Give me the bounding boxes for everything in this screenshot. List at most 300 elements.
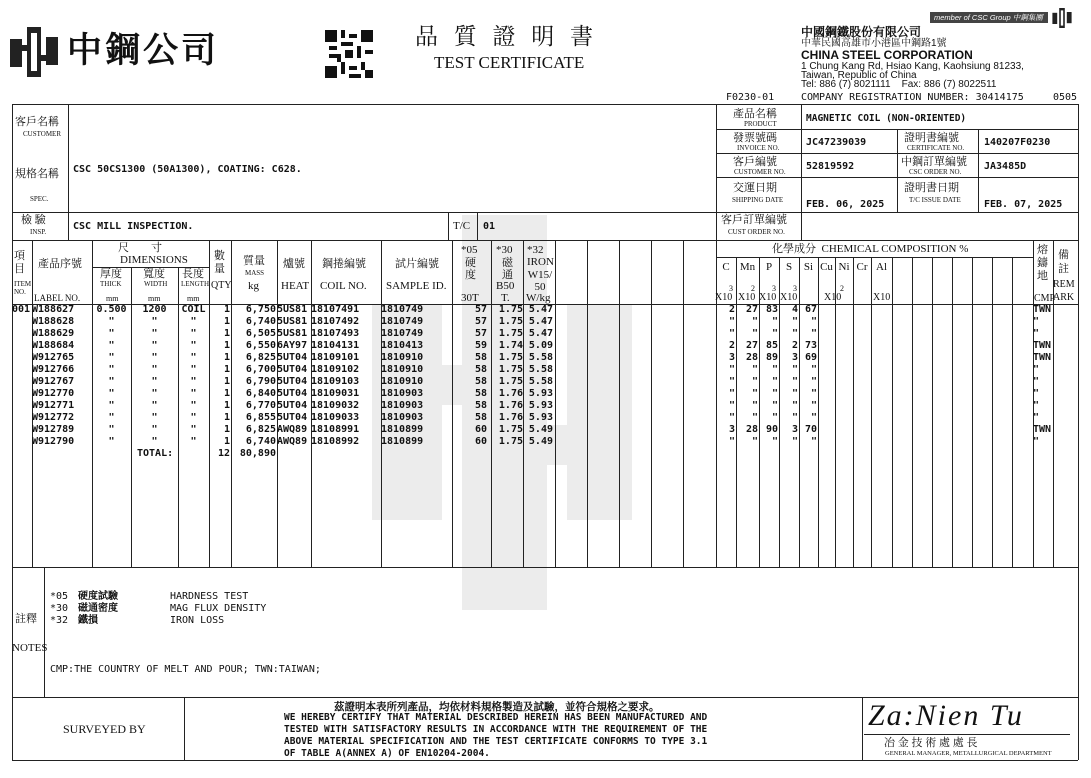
cell-sample: 1810749 xyxy=(381,304,424,315)
cell-coil: 18109031 xyxy=(311,388,360,399)
issue-label: 證明書日期 xyxy=(904,182,959,194)
cell-label: W188627 xyxy=(32,304,75,315)
col-length-unit: mm xyxy=(187,294,200,303)
cell-qty: 1 xyxy=(223,364,230,375)
cell-si: 69 xyxy=(804,352,817,363)
order-label-en: CSC ORDER NO. xyxy=(909,168,962,176)
col-sample: 試片編號 xyxy=(395,258,439,270)
product-label: 產品名稱 xyxy=(733,108,777,120)
cell-s: " xyxy=(791,328,798,339)
cell-width: " xyxy=(151,316,158,327)
chem-x10-c: X10 xyxy=(715,292,733,303)
cell-si: " xyxy=(810,412,817,423)
cell-sample: 1810903 xyxy=(381,412,424,423)
chem-x10-p: X10 xyxy=(759,292,777,303)
cell-qty: 1 xyxy=(223,316,230,327)
form-no: F0230-01 xyxy=(726,92,775,103)
cell-mn: " xyxy=(751,376,758,387)
col-sample-en: SAMPLE ID. xyxy=(386,280,447,292)
chem-element-header: Mn xyxy=(739,261,756,273)
cell-mn: " xyxy=(751,364,758,375)
cell-c: 3 xyxy=(728,352,735,363)
cell-coil: 18108991 xyxy=(311,424,360,435)
cell-width: " xyxy=(151,388,158,399)
issue-value: FEB. 07, 2025 xyxy=(984,199,1063,210)
cell-flux: 1.74 xyxy=(498,340,523,351)
cell-coil: 18108992 xyxy=(311,436,360,447)
col-mass-unit: kg xyxy=(248,280,259,292)
cell-heat: 5UT04 xyxy=(277,388,308,399)
cell-label: W912766 xyxy=(32,364,75,375)
company-name-cn: 中國鋼鐵股份有限公司 xyxy=(801,25,922,39)
note-cn: 鐵損 xyxy=(78,615,98,626)
cell-thick: " xyxy=(108,412,115,423)
chem-element-header: C xyxy=(722,261,730,273)
cell-coil: 18107492 xyxy=(311,316,360,327)
cell-flux: 1.75 xyxy=(498,364,523,375)
cell-sample: 1810749 xyxy=(381,316,424,327)
cert-statement-en-4: OF TABLE A(ANNEX A) OF EN10204-2004. xyxy=(284,748,490,759)
note-cn: 硬度試驗 xyxy=(78,591,118,602)
cell-hard: 57 xyxy=(474,304,487,315)
cell-mass: 6,840 xyxy=(245,388,276,399)
custno-value: 52819592 xyxy=(806,161,855,172)
col-rem: 備註 xyxy=(1058,249,1069,275)
cell-thick: " xyxy=(108,376,115,387)
cell-thick: " xyxy=(108,364,115,375)
cell-iron: 5.49 xyxy=(528,436,553,447)
col-dimensions: 尺 寸 xyxy=(118,242,162,254)
ship-label-en: SHIPPING DATE xyxy=(732,196,784,204)
col-width-en: WIDTH xyxy=(144,280,168,288)
cell-s: " xyxy=(791,376,798,387)
custno-label: 客戶編號 xyxy=(733,156,777,168)
chem-exp-s: 3 xyxy=(793,284,797,293)
col-hard: 硬度 xyxy=(465,257,476,281)
chem-exp-mn: 2 xyxy=(751,284,755,293)
chem-element-header: Ni xyxy=(838,261,850,273)
cell-cmp: TWN xyxy=(1033,340,1052,351)
cell-c: " xyxy=(728,436,735,447)
title-en: TEST CERTIFICATE xyxy=(434,53,585,72)
cell-sample: 1810903 xyxy=(381,400,424,411)
cell-mn: 27 xyxy=(745,304,758,315)
cell-flux: 1.75 xyxy=(498,424,523,435)
cell-si: " xyxy=(810,316,817,327)
col-thick: 厚度 xyxy=(100,268,122,280)
cell-c: " xyxy=(728,376,735,387)
cell-p: " xyxy=(771,376,778,387)
cell-width: " xyxy=(151,364,158,375)
cell-hard: 57 xyxy=(474,316,487,327)
cell-coil: 18109033 xyxy=(311,412,360,423)
cust-order-label: 客戶訂單編號 xyxy=(721,214,787,226)
cell-p: " xyxy=(771,400,778,411)
cell-length: " xyxy=(190,424,197,435)
cell-si: " xyxy=(810,364,817,375)
cell-si: " xyxy=(810,388,817,399)
cell-cmp: " xyxy=(1033,376,1040,387)
cell-c: " xyxy=(728,316,735,327)
cell-width: " xyxy=(151,424,158,435)
cell-thick: " xyxy=(108,316,115,327)
cell-mn: " xyxy=(751,316,758,327)
cell-width: " xyxy=(151,328,158,339)
note-en: IRON LOSS xyxy=(170,615,225,626)
cell-qty: 1 xyxy=(223,304,230,315)
cell-thick: " xyxy=(108,340,115,351)
col-thick-en: THICK xyxy=(100,280,122,288)
cell-sample: 1810899 xyxy=(381,436,424,447)
note-ref: *05 xyxy=(50,591,69,602)
cell-iron: 5.93 xyxy=(528,388,553,399)
signature: Za:Nien Tu xyxy=(868,699,1024,732)
chem-exp-cuni: 2 xyxy=(840,284,844,293)
cell-qty: 1 xyxy=(223,400,230,411)
cell-length: " xyxy=(190,412,197,423)
cert-statement-cn: 茲證明本表所列產品，均依材料規格製造及試驗，並符合規格之要求。 xyxy=(334,701,660,713)
col-heat: 爐號 xyxy=(283,258,305,270)
chem-element-header: P xyxy=(765,261,773,273)
cell-heat: AWQ89 xyxy=(277,436,308,447)
col-label-en: LABEL NO. xyxy=(34,293,81,303)
cell-qty: 1 xyxy=(223,388,230,399)
cell-label: W912772 xyxy=(32,412,75,423)
chem-x10-mn: X10 xyxy=(738,292,756,303)
member-text: member of CSC Group 中鋼集團 xyxy=(934,13,1043,22)
registration-no: COMPANY REGISTRATION NUMBER: 30414175 xyxy=(801,92,1024,103)
cell-iron: 5.93 xyxy=(528,412,553,423)
cell-mass: 6,770 xyxy=(245,400,276,411)
chem-x10-cuni: X10 xyxy=(824,292,842,303)
cell-p: " xyxy=(771,328,778,339)
cell-cmp: " xyxy=(1033,316,1040,327)
cell-flux: 1.75 xyxy=(498,316,523,327)
cell-length: " xyxy=(190,400,197,411)
cell-hard: 59 xyxy=(474,340,487,351)
cell-qty: 1 xyxy=(223,352,230,363)
chem-element-header: Cu xyxy=(820,261,833,273)
cell-length: " xyxy=(190,352,197,363)
insp-value: CSC MILL INSPECTION. xyxy=(73,221,194,232)
cell-mass: 6,825 xyxy=(245,352,276,363)
insp-label: 檢 驗 xyxy=(21,214,46,226)
cell-heat: 5UT04 xyxy=(277,412,308,423)
cell-qty: 1 xyxy=(223,328,230,339)
order-value: JA3485D xyxy=(984,161,1027,172)
note-ref: *32 xyxy=(50,615,69,626)
cell-iron: 5.09 xyxy=(528,340,553,351)
cell-heat: 5UT04 xyxy=(277,376,308,387)
cmp-note: CMP:THE COUNTRY OF MELT AND POUR; TWN:TAIWAN; xyxy=(50,664,321,675)
col-qty: 數量 xyxy=(214,250,225,275)
cell-heat: 5US81 xyxy=(277,328,308,339)
cell-coil: 18109102 xyxy=(311,364,360,375)
company-logo-text: 中鋼公司 xyxy=(67,31,220,70)
cell-hard: 58 xyxy=(474,412,487,423)
cell-cmp: " xyxy=(1033,364,1040,375)
spec-label: 規格名稱 xyxy=(15,168,59,180)
cell-heat: 5UT04 xyxy=(277,364,308,375)
col-iron-unit: W/kg xyxy=(526,292,551,304)
cell-coil: 18109101 xyxy=(311,352,360,363)
cert-label-en: CERTIFICATE NO. xyxy=(907,144,965,152)
cell-cmp: " xyxy=(1033,400,1040,411)
cell-thick: " xyxy=(108,352,115,363)
col-hard-unit: 30T xyxy=(461,292,479,304)
col-iron-sub: W15/50 xyxy=(527,269,553,293)
cell-length: COIL xyxy=(181,304,206,315)
col-flux-sub: B50 xyxy=(496,280,515,292)
cell-mn: 28 xyxy=(745,424,758,435)
cell-si: " xyxy=(810,328,817,339)
cell-mass: 6,855 xyxy=(245,412,276,423)
cell-cmp: TWN xyxy=(1033,424,1052,435)
cell-heat: 5UT04 xyxy=(277,400,308,411)
cell-mass: 6,740 xyxy=(245,316,276,327)
cell-mass: 6,740 xyxy=(245,436,276,447)
cell-p: 89 xyxy=(765,352,778,363)
cell-mn: " xyxy=(751,388,758,399)
cell-label: W188684 xyxy=(32,340,75,351)
ship-label: 交運日期 xyxy=(733,182,777,194)
cell-cmp: " xyxy=(1033,388,1040,399)
cell-p: " xyxy=(771,364,778,375)
cell-mn: " xyxy=(751,328,758,339)
cell-label: W912770 xyxy=(32,388,75,399)
col-coil-en: COIL NO. xyxy=(320,280,367,292)
col-hard-ref: *05 xyxy=(461,244,478,256)
cell-si: 70 xyxy=(804,424,817,435)
cell-label: W912765 xyxy=(32,352,75,363)
cell-label: W912790 xyxy=(32,436,75,447)
cell-length: " xyxy=(190,388,197,399)
cell-s: " xyxy=(791,400,798,411)
cell-cmp: " xyxy=(1033,412,1040,423)
cell-sample: 1810413 xyxy=(381,340,424,351)
cell-c: " xyxy=(728,412,735,423)
cell-iron: 5.47 xyxy=(528,304,553,315)
col-item-en: ITEM NO. xyxy=(14,280,32,296)
cell-hard: 58 xyxy=(474,364,487,375)
invoice-label-en: INVOICE NO. xyxy=(737,144,780,152)
tc-label: T/C xyxy=(453,220,471,232)
cell-flux: 1.75 xyxy=(498,328,523,339)
cell-mn: 27 xyxy=(745,340,758,351)
note-en: HARDNESS TEST xyxy=(170,591,249,602)
chem-title: 化學成分 CHEMICAL COMPOSITION % xyxy=(772,243,969,255)
cell-hard: 60 xyxy=(474,424,487,435)
cell-c: 3 xyxy=(728,424,735,435)
col-thick-unit: mm xyxy=(106,294,119,303)
tel-fax: Tel: 886 (7) 8021111 Fax: 886 (7) 8022511 xyxy=(801,79,997,90)
col-width: 寬度 xyxy=(143,268,165,280)
address-cn: 中華民國高雄市小港區中鋼路1號 xyxy=(801,38,947,49)
cell-length: " xyxy=(190,364,197,375)
cell-p: " xyxy=(771,316,778,327)
cell-mass: 6,750 xyxy=(245,304,276,315)
cell-heat: 5UT04 xyxy=(277,352,308,363)
csc-small-logo-icon xyxy=(1052,8,1072,28)
cell-p: 85 xyxy=(765,340,778,351)
cell-sample: 1810910 xyxy=(381,376,424,387)
cell-s: " xyxy=(791,316,798,327)
cell-si: " xyxy=(810,376,817,387)
cell-coil: 18104131 xyxy=(311,340,360,351)
cell-qty: 1 xyxy=(223,424,230,435)
cell-iron: 5.58 xyxy=(528,364,553,375)
chem-exp-p: 3 xyxy=(772,284,776,293)
cell-hard: 60 xyxy=(474,436,487,447)
cell-c: " xyxy=(728,328,735,339)
cell-c: 2 xyxy=(728,340,735,351)
cell-cmp: TWN xyxy=(1033,304,1052,315)
col-mass: 質量 xyxy=(243,255,265,267)
qr-code-icon xyxy=(325,30,373,78)
cell-iron: 5.58 xyxy=(528,376,553,387)
cell-heat: 6AY97 xyxy=(277,340,308,351)
cell-label: W912789 xyxy=(32,424,75,435)
cert-statement-en-1: WE HEREBY CERTIFY THAT MATERIAL DESCRIBED HEREIN HAS BEEN MANUFACTURED AND xyxy=(284,712,708,723)
cell-mass: 6,825 xyxy=(245,424,276,435)
cell-hard: 57 xyxy=(474,328,487,339)
address-en-1: 1 Chung Kang Rd, Hsiao Kang, Kaohsiung 81233, xyxy=(801,61,1024,72)
cell-si: 73 xyxy=(804,340,817,351)
cell-coil: 18107493 xyxy=(311,328,360,339)
cert-value: 140207F0230 xyxy=(984,137,1051,148)
chem-element-header: Al xyxy=(876,261,887,273)
cell-length: " xyxy=(190,340,197,351)
cell-p: " xyxy=(771,436,778,447)
cell-iron: 5.47 xyxy=(528,316,553,327)
cell-p: " xyxy=(771,412,778,423)
cell-width: " xyxy=(151,340,158,351)
col-iron-ref: *32 xyxy=(527,244,544,256)
cell-si: " xyxy=(810,400,817,411)
col-flux-ref: *30 xyxy=(496,244,513,256)
invoice-value: JC47239039 xyxy=(806,137,867,148)
col-iron: IRON xyxy=(527,256,554,268)
cell-mass: 6,505 xyxy=(245,328,276,339)
cell-p: " xyxy=(771,388,778,399)
cert-statement-en-2: TESTED WITH SATISFACTORY RESULTS IN ACCORDANCE WITH THE REQUIREMENT OF THE xyxy=(284,724,708,735)
chem-x10-s: X10 xyxy=(780,292,798,303)
tc-value: 01 xyxy=(483,221,496,232)
order-label: 中鋼訂單編號 xyxy=(901,156,967,168)
cell-flux: 1.75 xyxy=(498,376,523,387)
cell-sample: 1810899 xyxy=(381,424,424,435)
cell-flux: 1.75 xyxy=(498,436,523,447)
insp-label-en: INSP. xyxy=(30,228,47,236)
spec-label-en: SPEC. xyxy=(30,195,49,203)
cell-iron: 5.58 xyxy=(528,352,553,363)
cell-hard: 58 xyxy=(474,376,487,387)
cell-hard: 58 xyxy=(474,352,487,363)
cell-label: W912771 xyxy=(32,400,75,411)
cell-sample: 1810910 xyxy=(381,364,424,375)
cell-s: " xyxy=(791,412,798,423)
cell-label: W188628 xyxy=(32,316,75,327)
cell-thick: " xyxy=(108,388,115,399)
page-code: 0505 xyxy=(1053,92,1078,103)
chem-element-header: Cr xyxy=(856,261,868,273)
cell-length: " xyxy=(190,376,197,387)
cell-c: " xyxy=(728,400,735,411)
cell-si: 67 xyxy=(804,304,817,315)
cell-mass: 6,700 xyxy=(245,364,276,375)
chem-element-header: Si xyxy=(803,261,814,273)
cell-length: " xyxy=(190,436,197,447)
cell-width: " xyxy=(151,376,158,387)
cell-length: " xyxy=(190,328,197,339)
cell-mass: 6,550 xyxy=(245,340,276,351)
cell-c: " xyxy=(728,364,735,375)
cell-s: 3 xyxy=(791,424,798,435)
cell-s: 2 xyxy=(791,340,798,351)
cell-coil: 18109032 xyxy=(311,400,360,411)
cell-width: " xyxy=(151,412,158,423)
custno-label-en: CUSTOMER NO. xyxy=(734,168,786,176)
cell-iron: 5.49 xyxy=(528,424,553,435)
issue-label-en: T/C ISSUE DATE xyxy=(909,196,961,204)
cell-thick: 0.500 xyxy=(96,304,127,315)
cell-mn: " xyxy=(751,436,758,447)
col-width-unit: mm xyxy=(148,294,161,303)
cell-thick: " xyxy=(108,400,115,411)
cell-hard: 58 xyxy=(474,400,487,411)
cell-label: W912767 xyxy=(32,376,75,387)
col-cmp-en: CMP xyxy=(1034,293,1056,304)
cell-s: " xyxy=(791,364,798,375)
cell-heat: 5US81 xyxy=(277,316,308,327)
cell-s: 4 xyxy=(791,304,798,315)
cell-flux: 1.76 xyxy=(498,400,523,411)
cell-mn: " xyxy=(751,412,758,423)
cell-cmp: " xyxy=(1033,436,1040,447)
cell-width: 1200 xyxy=(142,304,167,315)
cell-qty: 1 xyxy=(223,340,230,351)
cell-c: 2 xyxy=(728,304,735,315)
product-label-en: PRODUCT xyxy=(744,120,777,128)
chem-element-header: S xyxy=(785,261,793,273)
cell-s: " xyxy=(791,388,798,399)
customer-label: 客戶名稱 xyxy=(15,116,59,128)
cell-s: " xyxy=(791,436,798,447)
col-label: 產品序號 xyxy=(38,258,82,270)
chem-exp-c: 3 xyxy=(729,284,733,293)
signer-title-en: GENERAL MANAGER, METALLURGICAL DEPARTMENT xyxy=(885,750,1052,757)
col-mass-en: MASS xyxy=(245,269,265,277)
cell-coil: 18107491 xyxy=(311,304,360,315)
cell-width: " xyxy=(151,352,158,363)
cell-p: 83 xyxy=(765,304,778,315)
cell-width: " xyxy=(151,436,158,447)
cell-qty: 1 xyxy=(223,376,230,387)
cell-flux: 1.76 xyxy=(498,412,523,423)
spec-value: CSC 50CS1300 (50A1300), COATING: C628. xyxy=(73,164,302,175)
cell-thick: " xyxy=(108,436,115,447)
total-label: TOTAL: xyxy=(137,448,174,459)
cell-qty: 1 xyxy=(223,436,230,447)
col-dimensions-en: DIMENSIONS xyxy=(120,254,188,266)
cell-qty: 1 xyxy=(223,412,230,423)
product-value: MAGNETIC COIL (NON-ORIENTED) xyxy=(806,113,967,124)
cell-width: " xyxy=(151,400,158,411)
cell-flux: 1.75 xyxy=(498,352,523,363)
address-en-2: Taiwan, Republic of China xyxy=(801,70,917,81)
cell-coil: 18109103 xyxy=(311,376,360,387)
col-flux: 磁通 xyxy=(502,257,513,281)
